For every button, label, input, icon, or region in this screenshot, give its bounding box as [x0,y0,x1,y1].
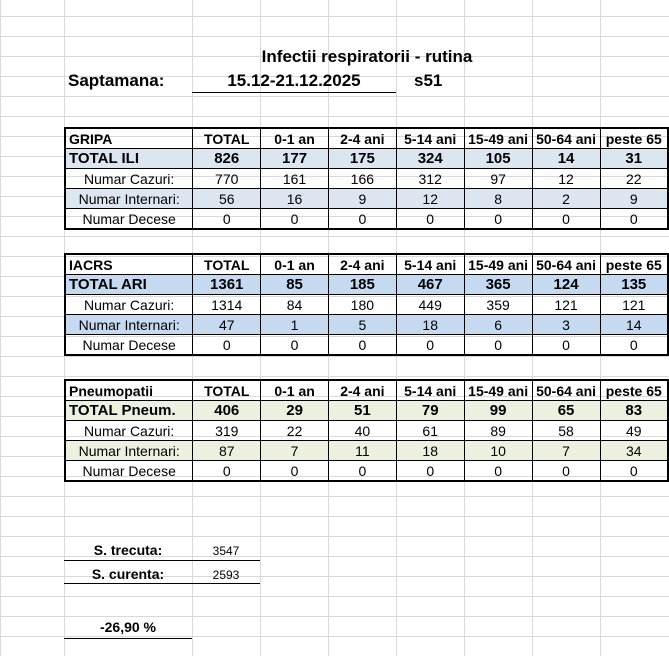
table-header-row [65,128,668,149]
prev-week-underline [64,560,260,561]
row-value-cell[interactable]: 40 [328,421,396,441]
total-value-cell[interactable]: 85 [261,275,329,295]
row-value-cell[interactable]: 449 [396,295,464,315]
total-value-cell[interactable]: 185 [328,275,396,295]
column-header-cell[interactable]: 2-4 ani [328,128,396,149]
table-row [65,189,668,209]
total-value-cell[interactable]: 14 [532,149,600,169]
row-value-cell[interactable]: 166 [328,169,396,189]
row-value-cell[interactable]: 5 [328,315,396,335]
table-row [65,335,668,356]
table-total-row [65,275,668,295]
row-value-cell[interactable]: 0 [464,209,532,230]
row-value-cell[interactable]: 18 [396,441,464,461]
total-value-cell[interactable]: 175 [328,149,396,169]
row-value-cell[interactable]: 0 [328,335,396,356]
row-value-cell[interactable]: 0 [600,335,668,356]
row-label-cell[interactable]: Numar Internari: [65,441,193,461]
row-value-cell[interactable]: 12 [396,189,464,209]
total-value-cell[interactable]: 83 [600,401,668,421]
column-header-cell[interactable]: 0-1 an [261,254,329,275]
row-value-cell[interactable]: 0 [532,209,600,230]
total-value-cell[interactable]: 31 [600,149,668,169]
week-label: Saptamana: [68,71,165,90]
table-name-cell[interactable]: Pneumopatii [65,380,193,401]
table-header-row [65,254,668,275]
row-value-cell[interactable]: 9 [600,189,668,209]
total-value-cell[interactable]: 29 [261,401,329,421]
row-label-cell[interactable]: Numar Decese [65,335,193,356]
row-label-cell[interactable]: Numar Cazuri: [65,169,193,189]
row-value-cell[interactable]: 3 [532,315,600,335]
row-label-cell[interactable]: Numar Decese [65,461,193,482]
row-value-cell[interactable]: 0 [261,461,329,482]
row-value-cell[interactable]: 87 [193,441,261,461]
table-row [65,169,668,189]
table-row [65,461,668,482]
row-value-cell[interactable]: 16 [261,189,329,209]
prev-week-value[interactable]: 3547 [212,544,240,558]
column-header-cell[interactable]: 2-4 ani [328,254,396,275]
row-label-cell[interactable]: Numar Decese [65,209,193,230]
row-value-cell[interactable]: 47 [193,315,261,335]
row-value-cell[interactable]: 0 [600,461,668,482]
pneumopatii-table [64,379,669,482]
gripa-table [64,127,669,230]
table-total-row [65,401,668,421]
total-value-cell[interactable]: 365 [464,275,532,295]
column-header-cell[interactable]: 5-14 ani [396,128,464,149]
row-value-cell[interactable]: 770 [193,169,261,189]
row-value-cell[interactable]: 9 [328,189,396,209]
column-header-cell[interactable]: 2-4 ani [328,380,396,401]
total-value-cell[interactable]: 99 [464,401,532,421]
percent-change-underline [64,638,192,639]
column-header-cell[interactable]: peste 65 [600,128,668,149]
row-value-cell[interactable]: 0 [532,461,600,482]
row-value-cell[interactable]: 14 [600,315,668,335]
column-header-cell[interactable]: 15-49 ani [464,254,532,275]
row-value-cell[interactable]: 49 [600,421,668,441]
column-header-cell[interactable]: 5-14 ani [396,380,464,401]
total-value-cell[interactable]: 79 [396,401,464,421]
row-value-cell[interactable]: 359 [464,295,532,315]
table-row [65,295,668,315]
row-label-cell[interactable]: Numar Cazuri: [65,421,193,441]
column-header-cell[interactable]: 0-1 an [261,128,329,149]
column-header-cell[interactable]: TOTAL [193,254,261,275]
row-value-cell[interactable]: 0 [532,335,600,356]
row-value-cell[interactable]: 312 [396,169,464,189]
row-value-cell[interactable]: 121 [532,295,600,315]
column-header-cell[interactable]: 50-64 ani [532,128,600,149]
row-value-cell[interactable]: 58 [532,421,600,441]
total-label-cell[interactable]: TOTAL ILI [65,149,193,169]
row-value-cell[interactable]: 161 [261,169,329,189]
row-value-cell[interactable]: 56 [193,189,261,209]
column-header-cell[interactable]: peste 65 [600,254,668,275]
row-value-cell[interactable]: 0 [328,461,396,482]
page-title: Infectii respiratorii - rutina [261,47,473,66]
column-header-cell[interactable]: TOTAL [193,380,261,401]
row-value-cell[interactable]: 121 [600,295,668,315]
table-row [65,315,668,335]
total-label-cell[interactable]: TOTAL ARI [65,275,193,295]
row-value-cell[interactable]: 89 [464,421,532,441]
row-value-cell[interactable]: 0 [193,335,261,356]
row-value-cell[interactable]: 84 [261,295,329,315]
row-label-cell[interactable]: Numar Cazuri: [65,295,193,315]
table-name-cell[interactable]: IACRS [65,254,193,275]
row-value-cell[interactable]: 34 [600,441,668,461]
row-value-cell[interactable]: 1314 [193,295,261,315]
column-header-cell[interactable]: 50-64 ani [532,254,600,275]
row-value-cell[interactable]: 0 [261,335,329,356]
row-value-cell[interactable]: 97 [464,169,532,189]
total-value-cell[interactable]: 324 [396,149,464,169]
row-label-cell[interactable]: Numar Internari: [65,315,193,335]
curr-week-label: S. curenta: [91,566,165,582]
week-code: s51 [414,71,443,90]
row-value-cell[interactable]: 180 [328,295,396,315]
row-label-cell[interactable]: Numar Internari: [65,189,193,209]
row-value-cell[interactable]: 0 [600,209,668,230]
total-value-cell[interactable]: 406 [193,401,261,421]
table-name-cell[interactable]: GRIPA [65,128,193,149]
total-value-cell[interactable]: 467 [396,275,464,295]
total-label-cell[interactable]: TOTAL Pneum. [65,401,193,421]
row-value-cell[interactable]: 0 [464,461,532,482]
row-value-cell[interactable]: 8 [464,189,532,209]
row-value-cell[interactable]: 12 [532,169,600,189]
row-value-cell[interactable]: 11 [328,441,396,461]
row-value-cell[interactable]: 0 [464,335,532,356]
row-value-cell[interactable]: 18 [396,315,464,335]
row-value-cell[interactable]: 7 [261,441,329,461]
column-header-cell[interactable]: 15-49 ani [464,128,532,149]
column-header-cell[interactable]: TOTAL [193,128,261,149]
table-total-row [65,149,668,169]
row-value-cell[interactable]: 1 [261,315,329,335]
row-value-cell[interactable]: 61 [396,421,464,441]
column-header-cell[interactable]: 50-64 ani [532,380,600,401]
total-value-cell[interactable]: 65 [532,401,600,421]
total-value-cell[interactable]: 826 [193,149,261,169]
row-value-cell[interactable]: 6 [464,315,532,335]
prev-week-label: S. trecuta: [93,542,163,558]
row-value-cell[interactable]: 0 [396,209,464,230]
row-value-cell[interactable]: 0 [193,461,261,482]
total-value-cell[interactable]: 51 [328,401,396,421]
percent-change[interactable]: -26,90 % [99,619,157,635]
column-header-cell[interactable]: 0-1 an [261,380,329,401]
total-value-cell[interactable]: 135 [600,275,668,295]
total-value-cell[interactable]: 124 [532,275,600,295]
curr-week-underline [64,583,260,584]
total-value-cell[interactable]: 177 [261,149,329,169]
row-value-cell[interactable]: 0 [261,209,329,230]
row-value-cell[interactable]: 10 [464,441,532,461]
column-header-cell[interactable]: 15-49 ani [464,380,532,401]
row-value-cell[interactable]: 0 [396,461,464,482]
row-value-cell[interactable]: 22 [261,421,329,441]
row-value-cell[interactable]: 2 [532,189,600,209]
row-value-cell[interactable]: 7 [532,441,600,461]
row-value-cell[interactable]: 319 [193,421,261,441]
week-dates[interactable]: 15.12-21.12.2025 [192,71,396,93]
column-header-cell[interactable]: 5-14 ani [396,254,464,275]
row-value-cell[interactable]: 0 [328,209,396,230]
row-value-cell[interactable]: 22 [600,169,668,189]
total-value-cell[interactable]: 105 [464,149,532,169]
iacrs-table [64,253,669,356]
total-value-cell[interactable]: 1361 [193,275,261,295]
row-value-cell[interactable]: 0 [396,335,464,356]
table-row [65,209,668,230]
row-value-cell[interactable]: 0 [193,209,261,230]
table-row [65,421,668,441]
curr-week-value[interactable]: 2593 [212,568,240,582]
table-row [65,441,668,461]
column-header-cell[interactable]: peste 65 [600,380,668,401]
table-header-row [65,380,668,401]
